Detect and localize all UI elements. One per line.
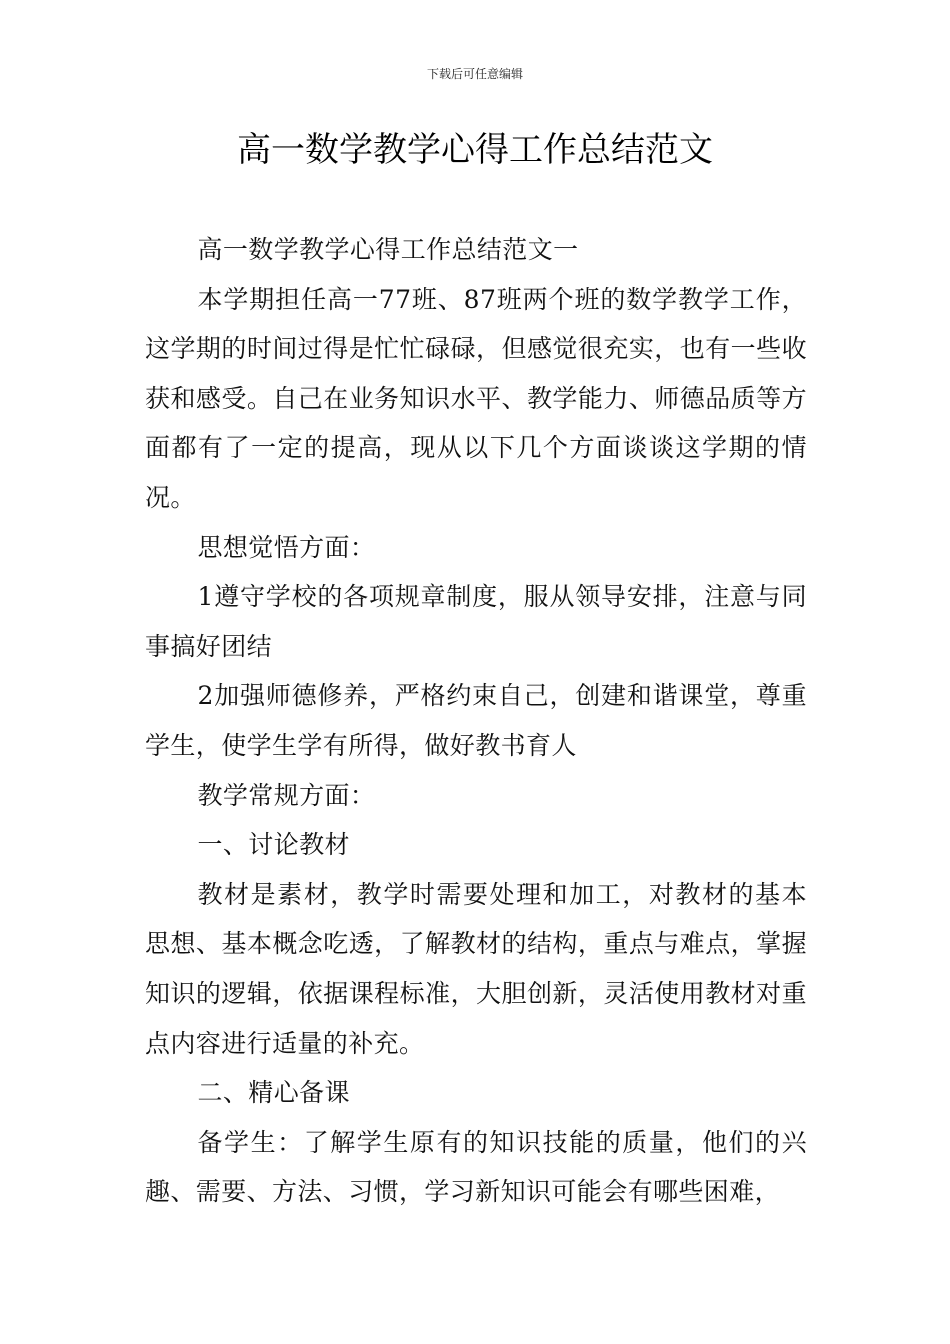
paragraph-item-1: 1遵守学校的各项规章制度，服从领导安排，注意与同事搞好团结 (145, 582, 807, 661)
paragraph-students: 备学生：了解学生原有的知识技能的质量，他们的兴趣、需要、方法、习惯，学习新知识可能会有哪些困难， (145, 1127, 807, 1207)
subheading-lesson-prep: 二、精心备课 (197, 1078, 350, 1108)
paragraph-subtitle: 高一数学教学心得工作总结范文一 (197, 235, 579, 264)
section-heading-ideology: 思想觉悟方面： (197, 532, 376, 562)
header-note: 下载后可任意编辑 (426, 67, 523, 81)
section-heading-teaching: 教学常规方面： (197, 780, 376, 810)
document-body (145, 225, 807, 1217)
paragraph-item-2: 2加强师德修养，严格约束自己，创建和谐课堂，尊重学生，使学生学有所得，做好教书育人 (145, 681, 807, 760)
paragraph-textbook: 教材是素材，教学时需要处理和加工，对教材的基本思想、基本概念吃透，了解教材的结构，重点与难点，掌握知识的逻辑，依据课程标准，大胆创新，灵活使用教材对重点内容进行适量的补充。 (145, 879, 807, 1058)
document-title: 高一数学教学心得工作总结范文 (237, 130, 713, 170)
subheading-textbook: 一、讨论教材 (197, 830, 350, 860)
paragraph-intro: 本学期担任高一77班、87班两个班的数学教学工作，这学期的时间过得是忙忙碌碌，但感觉很充实，也有一些收获和感受。自己在业务知识水平、教学能力、师德品质等方面都有了一定的提高，现从以下几个方面谈谈这学期的情况。 (145, 284, 807, 512)
